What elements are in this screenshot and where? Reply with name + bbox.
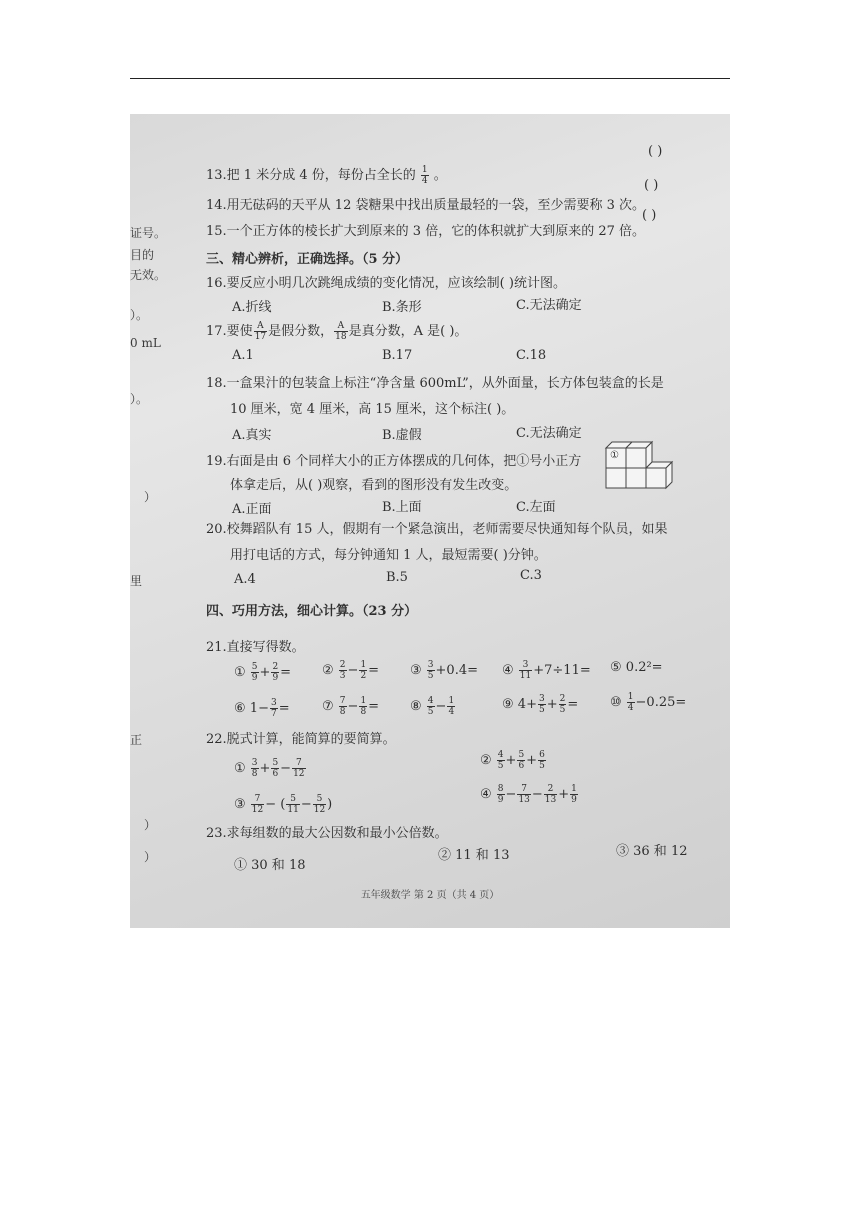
question-23-title: 23.求每组数的最大公因数和最小公倍数。 <box>206 826 448 841</box>
fraction: $\frac{3}{5}$ <box>538 694 545 715</box>
edge-text: ） <box>144 818 157 832</box>
q23-pair-3: ③ 36 和 12 <box>616 844 688 859</box>
q17-option-c: C.18 <box>516 348 547 363</box>
fraction: $\frac{7}{12}$ <box>293 758 305 779</box>
q21-item-5: ⑤ 0.2²= <box>610 660 663 675</box>
question-17: 17.要使 $\frac{A}{17}$ 是假分数， $\frac{A}{18}$ 是真分数，A 是( )。 <box>206 321 468 342</box>
fraction: $\frac{A}{18}$ <box>335 321 347 342</box>
edge-text: ） <box>144 490 157 504</box>
fraction: $\frac{5}{9}$ <box>251 662 258 683</box>
q16-option-b: B.条形 <box>382 300 422 315</box>
question-20-line1: 20.校舞蹈队有 15 人，假期有一个紧急演出，老师需要尽快通知每个队员，如果 <box>206 522 668 537</box>
q21-item-4: ④ $\frac{3}{11}$ +7÷11= <box>502 660 591 681</box>
exam-page-photo <box>130 114 730 928</box>
cube-figure <box>604 436 674 496</box>
q17-option-a: A.1 <box>232 348 254 363</box>
q19-option-b: B.上面 <box>382 500 422 515</box>
question-18-line1: 18.一盒果汁的包装盒上标注“净含量 600mL”，从外面量，长方体包装盒的长是 <box>206 376 664 391</box>
question-21-title: 21.直接写得数。 <box>206 640 305 655</box>
q16-option-c: C.无法确定 <box>516 298 582 313</box>
q22-expr-2: ② $\frac{4}{5}$ + $\frac{5}{6}$ + $\frac{6}{5}$ <box>480 750 545 771</box>
cube-label: ① <box>610 450 619 461</box>
q20-option-a: A.4 <box>234 572 256 587</box>
q23-pair-2: ② 11 和 13 <box>438 848 510 863</box>
fraction: $\frac{1}{4}$ <box>627 692 634 713</box>
fraction: $\frac{5}{6}$ <box>518 750 525 771</box>
q19-option-a: A.正面 <box>232 502 272 517</box>
q23-pair-1: ① 30 和 18 <box>234 858 306 873</box>
fraction: $\frac{1}{4}$ <box>448 696 455 717</box>
fraction: $\frac{3}{5}$ <box>427 660 434 681</box>
fraction: $\frac{3}{11}$ <box>519 660 532 681</box>
question-15: 15.一个正方体的棱长扩大到原来的 3 倍，它的体积就扩大到原来的 27 倍。 <box>206 224 646 239</box>
q21-item-3: ③ $\frac{3}{5}$ +0.4= <box>410 660 478 681</box>
fraction: $\frac{3}{8}$ <box>251 758 258 779</box>
edge-text: ）。 <box>130 308 149 322</box>
section-4-title: 四、巧用方法，细心计算。（23 分） <box>206 604 418 619</box>
q18-option-c: C.无法确定 <box>516 426 582 441</box>
fraction: $\frac{4}{5}$ <box>497 750 504 771</box>
fraction: $\frac{5}{6}$ <box>272 758 279 779</box>
edge-text: 目的 <box>130 248 155 262</box>
q18-option-a: A.真实 <box>232 428 272 443</box>
edge-text: ） <box>144 850 157 864</box>
question-18-line2: 10 厘米，宽 4 厘米，高 15 厘米，这个标注( )。 <box>230 402 515 417</box>
header-rule <box>130 78 730 79</box>
q19-option-c: C.左面 <box>516 500 556 515</box>
question-22-title: 22.脱式计算，能简算的要简算。 <box>206 732 396 747</box>
q21-item-8: ⑧ $\frac{4}{5}$ − $\frac{1}{4}$ <box>410 696 455 717</box>
fraction: $\frac{1}{9}$ <box>571 784 577 805</box>
fraction: $\frac{7}{13}$ <box>518 784 530 805</box>
q16-option-a: A.折线 <box>232 300 272 315</box>
q21-item-7: ⑦ $\frac{7}{8}$ − $\frac{1}{8}$ = <box>322 696 380 717</box>
fraction: $\frac{1}{4}$ <box>421 165 428 186</box>
page-footer: 五年级数学 第 2 页（共 4 页） <box>360 890 500 901</box>
fraction: $\frac{7}{12}$ <box>251 794 264 815</box>
edge-text: 里 <box>130 574 143 588</box>
question-16: 16.要反应小明几次跳绳成绩的变化情况，应该绘制( )统计图。 <box>206 276 566 291</box>
edge-text: ）。 <box>130 392 149 406</box>
fraction: $\frac{1}{8}$ <box>360 696 367 717</box>
fraction: $\frac{2}{5}$ <box>559 694 566 715</box>
q21-item-2: ② $\frac{2}{3}$ − $\frac{1}{2}$ = <box>322 660 380 681</box>
q21-item-9: ⑨ 4+ $\frac{3}{5}$ + $\frac{2}{5}$ = <box>502 694 579 715</box>
q14-paren: ( ) <box>644 178 659 193</box>
q21-item-1: ① $\frac{5}{9}$ + $\frac{2}{9}$ = <box>234 662 292 683</box>
edge-text: 0 mL <box>130 336 161 350</box>
question-20-line2: 用打电话的方式，每分钟通知 1 人，最短需要( )分钟。 <box>230 548 547 563</box>
q20-option-b: B.5 <box>386 570 408 585</box>
q22-expr-1: ① $\frac{3}{8}$ + $\frac{5}{6}$ − $\frac{7}{12}$ <box>234 758 305 779</box>
fraction: $\frac{4}{5}$ <box>427 696 434 717</box>
edge-text: 正 <box>130 733 143 747</box>
fraction: $\frac{2}{13}$ <box>544 784 557 805</box>
cube-drawing <box>604 436 674 492</box>
q21-item-6: ⑥ 1− $\frac{3}{7}$ = <box>234 698 290 719</box>
question-13: 13.把 1 米分成 4 份，每份占全长的 $\frac{1}{4}$ 。 <box>206 165 447 186</box>
q20-option-c: C.3 <box>520 568 542 583</box>
fraction: $\frac{2}{9}$ <box>272 662 279 683</box>
section-3-title: 三、精心辨析，正确选择。（5 分） <box>206 252 409 267</box>
q15-paren: ( ) <box>642 208 657 223</box>
fraction: $\frac{7}{8}$ <box>339 696 346 717</box>
fraction: $\frac{3}{7}$ <box>270 698 277 719</box>
edge-text: 无效。 <box>130 268 167 282</box>
q21-item-10: ⑩ $\frac{1}{4}$ −0.25= <box>610 692 687 713</box>
question-14: 14.用无砝码的天平从 12 袋糖果中找出质量最轻的一袋，至少需要称 3 次。 <box>206 198 646 213</box>
fraction: $\frac{8}{9}$ <box>497 784 504 805</box>
question-19-line1: 19.右面是由 6 个同样大小的正方体摆成的几何体，把①号小正方 <box>206 454 582 469</box>
q22-expr-3: ③ $\frac{7}{12}$ − ( $\frac{5}{11}$ − $\frac{5}{12}$ ) <box>234 794 333 815</box>
q13-paren: ( ) <box>648 144 663 159</box>
fraction: $\frac{1}{2}$ <box>360 660 367 681</box>
q17-option-b: B.17 <box>382 348 413 363</box>
fraction: $\frac{A}{17}$ <box>254 321 267 342</box>
fraction: $\frac{5}{11}$ <box>287 794 299 815</box>
edge-text: 证号。 <box>130 226 167 240</box>
q22-expr-4: ④ $\frac{8}{9}$ − $\frac{7}{13}$ − $\frac{2}{13}$ + $\frac{1}{9}$ <box>480 784 577 805</box>
q18-option-b: B.虚假 <box>382 428 422 443</box>
question-19-line2: 体拿走后，从( )观察，看到的图形没有发生改变。 <box>230 478 518 493</box>
fraction: $\frac{6}{5}$ <box>539 750 545 771</box>
fraction: $\frac{5}{12}$ <box>313 794 326 815</box>
fraction: $\frac{2}{3}$ <box>339 660 346 681</box>
